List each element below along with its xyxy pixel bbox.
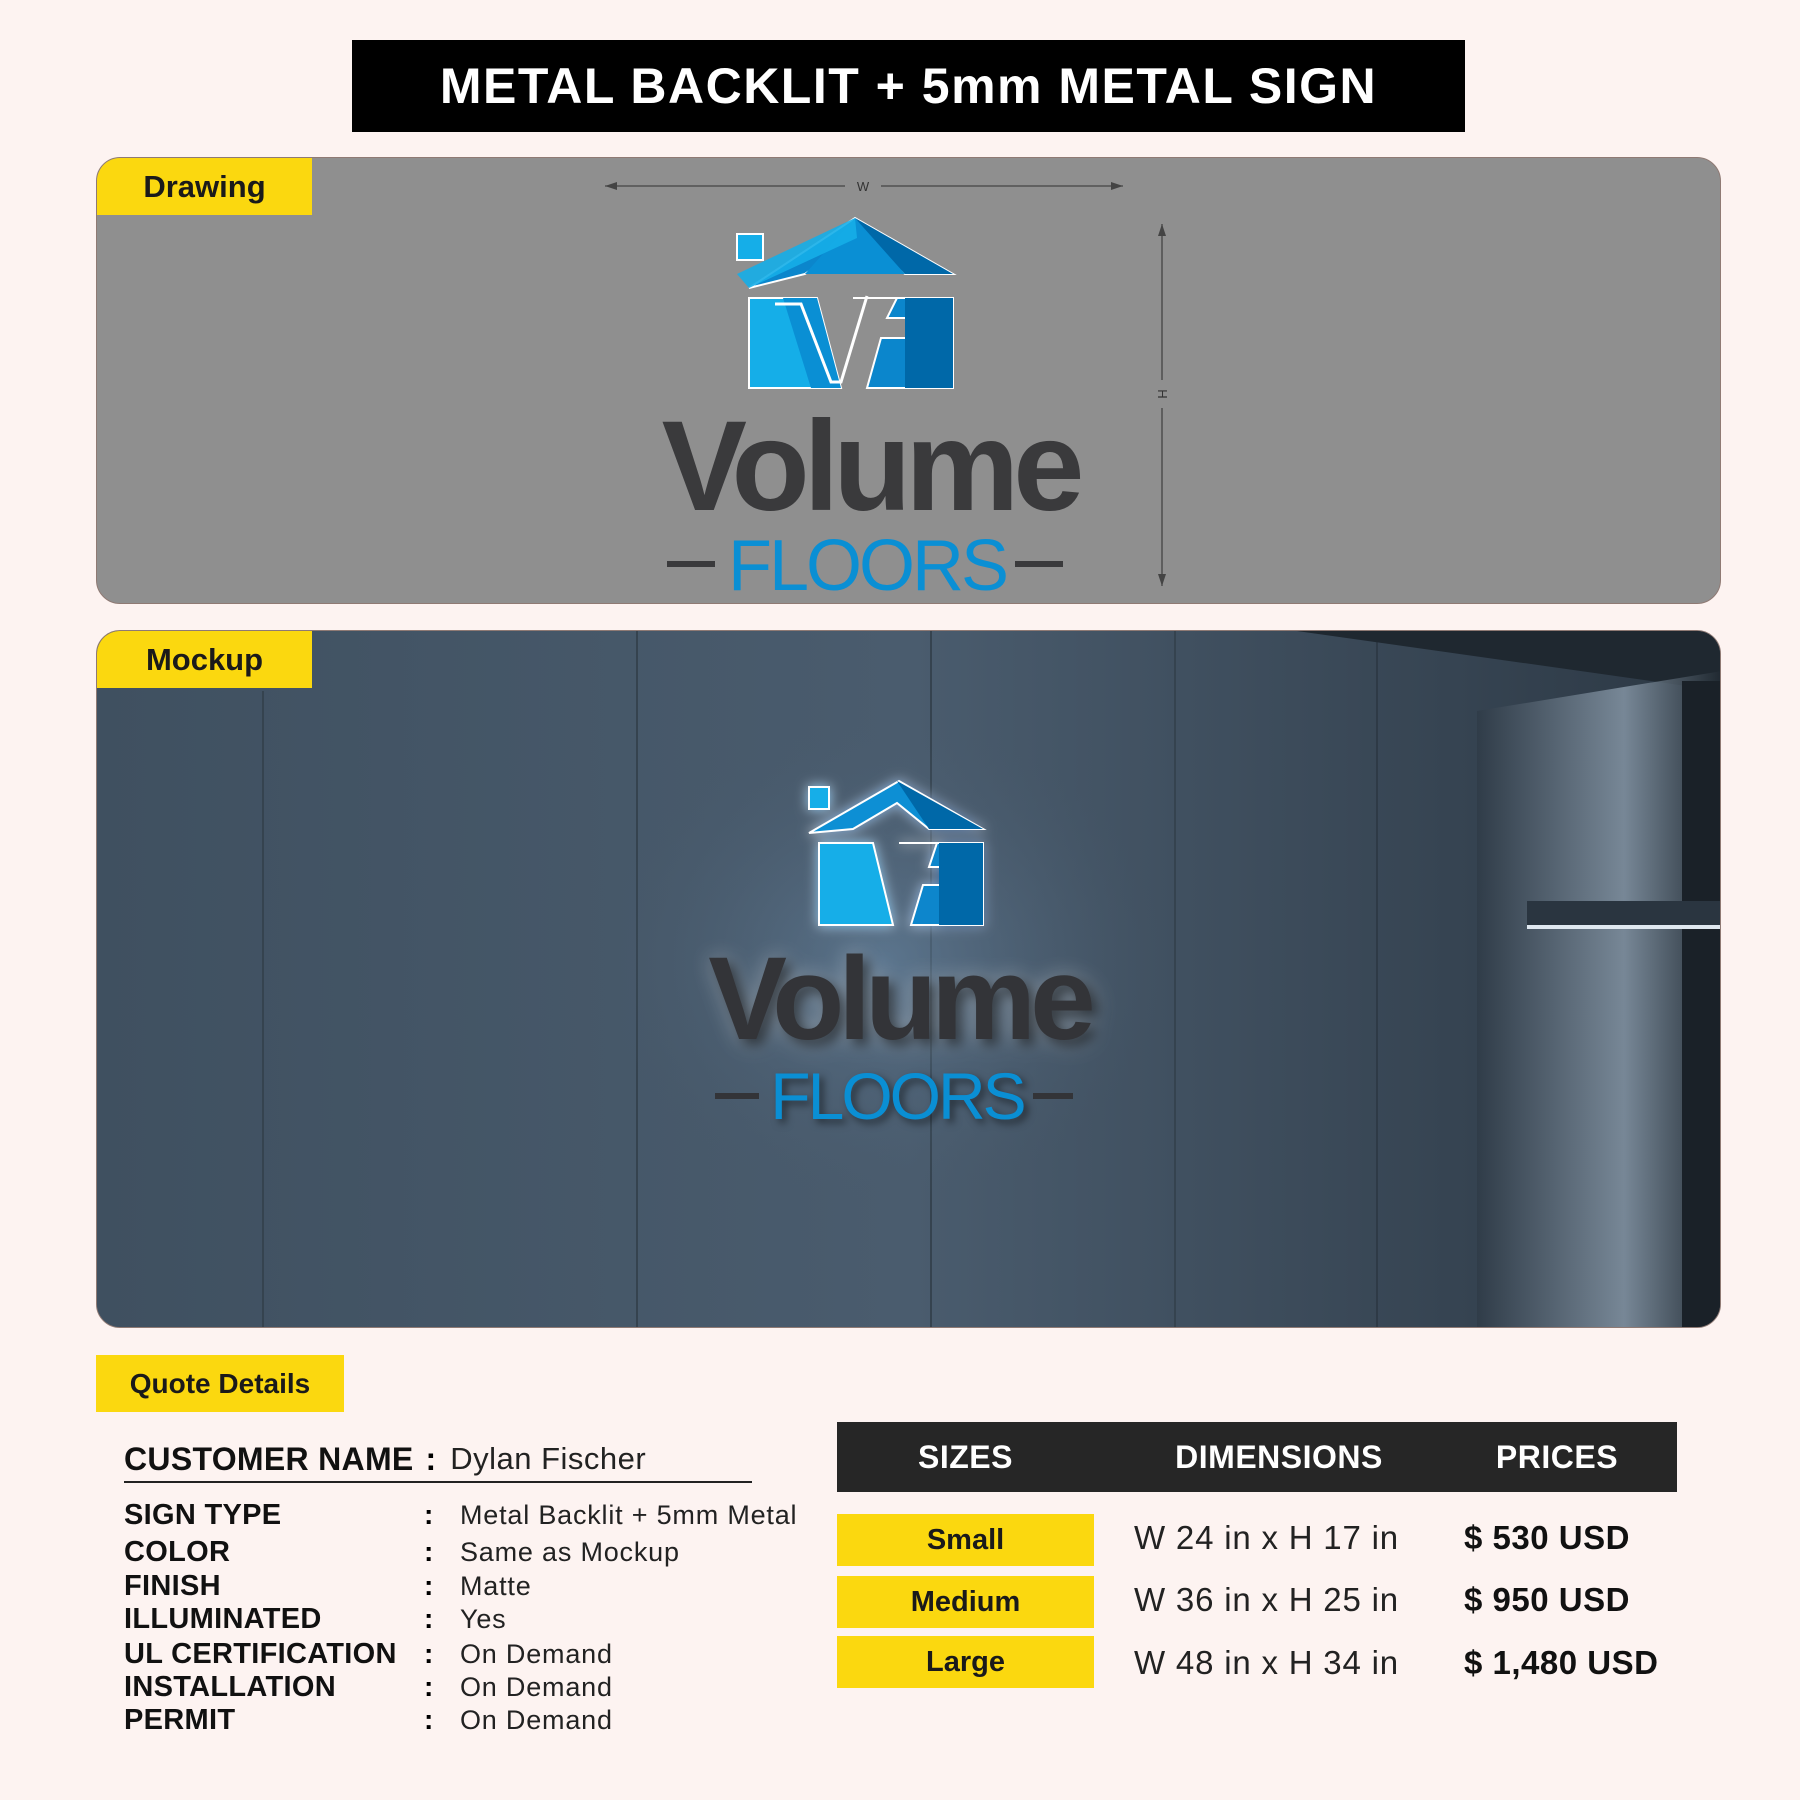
mockup-house-icon — [809, 781, 983, 925]
spec-value: On Demand — [460, 1704, 613, 1735]
spec-colon: : — [424, 1536, 434, 1567]
spec-label: COLOR — [124, 1535, 231, 1568]
spec-value: Metal Backlit + 5mm Metal — [460, 1499, 798, 1530]
customer-name-colon: : — [425, 1440, 437, 1477]
width-dimension-label: W — [856, 179, 870, 194]
size-cell-medium: Medium — [837, 1576, 1094, 1628]
volume-floors-logo — [605, 218, 1135, 606]
spec-row-ul-certification — [124, 1637, 613, 1671]
mockup-logo-subword: FLOORS — [770, 1059, 1024, 1133]
spec-colon: : — [424, 1671, 434, 1702]
drawing-panel — [96, 157, 1721, 604]
header-prices: PRICES — [1495, 1438, 1619, 1475]
customer-name-label: CUSTOMER NAME — [124, 1440, 414, 1477]
height-dimension-label: H — [1155, 389, 1170, 399]
spec-value: Same as Mockup — [460, 1536, 680, 1567]
spec-colon: : — [424, 1638, 434, 1669]
spec-row-illuminated — [124, 1602, 506, 1636]
price-cell-small: $ 530 USD — [1464, 1519, 1630, 1556]
mockup-tag: Mockup — [97, 631, 312, 688]
page-title: METAL BACKLIT + 5mm METAL SIGN — [352, 40, 1465, 132]
header-dimensions: DIMENSIONS — [1175, 1438, 1383, 1475]
spec-colon: : — [424, 1570, 434, 1601]
spec-colon: : — [424, 1704, 434, 1735]
spec-value: On Demand — [460, 1638, 613, 1669]
size-cell-large: Large — [837, 1636, 1094, 1688]
quote-details-tag: Quote Details — [96, 1355, 344, 1412]
spec-value: Matte — [460, 1570, 532, 1601]
spec-label: PERMIT — [124, 1703, 236, 1736]
house-icon — [737, 218, 953, 388]
spec-row-color — [124, 1535, 680, 1569]
price-cell-large: $ 1,480 USD — [1464, 1644, 1659, 1681]
mockup-panel — [96, 630, 1721, 1328]
spec-colon: : — [424, 1499, 434, 1530]
dimension-cell-medium: W 36 in x H 25 in — [1134, 1581, 1399, 1618]
customer-name-value: Dylan Fischer — [450, 1441, 647, 1476]
spec-label: SIGN TYPE — [124, 1498, 282, 1531]
logo-word: Volume — [661, 395, 1079, 538]
mockup-logo-word: Volume — [708, 933, 1090, 1065]
spec-label: UL CERTIFICATION — [124, 1637, 397, 1670]
spec-row-finish — [124, 1569, 532, 1603]
logo-subword: FLOORS — [727, 526, 1007, 606]
spec-row-sign-type — [124, 1498, 797, 1532]
spec-value: On Demand — [460, 1671, 613, 1702]
spec-label: ILLUMINATED — [124, 1602, 322, 1635]
header-sizes: SIZES — [918, 1438, 1013, 1475]
customer-name-row — [124, 1437, 752, 1483]
spec-row-installation — [124, 1670, 613, 1704]
pricing-table-header — [837, 1422, 1677, 1492]
spec-label: FINISH — [124, 1569, 221, 1602]
spec-colon: : — [424, 1603, 434, 1634]
spec-value: Yes — [460, 1603, 507, 1634]
size-cell-small: Small — [837, 1514, 1094, 1566]
dimension-cell-large: W 48 in x H 34 in — [1134, 1644, 1399, 1681]
drawing-tag: Drawing — [97, 158, 312, 215]
mockup-logo-sign — [629, 781, 1109, 1133]
price-cell-medium: $ 950 USD — [1464, 1581, 1630, 1618]
spec-row-permit — [124, 1703, 613, 1737]
spec-label: INSTALLATION — [124, 1670, 336, 1703]
dimension-cell-small: W 24 in x H 17 in — [1134, 1519, 1399, 1556]
